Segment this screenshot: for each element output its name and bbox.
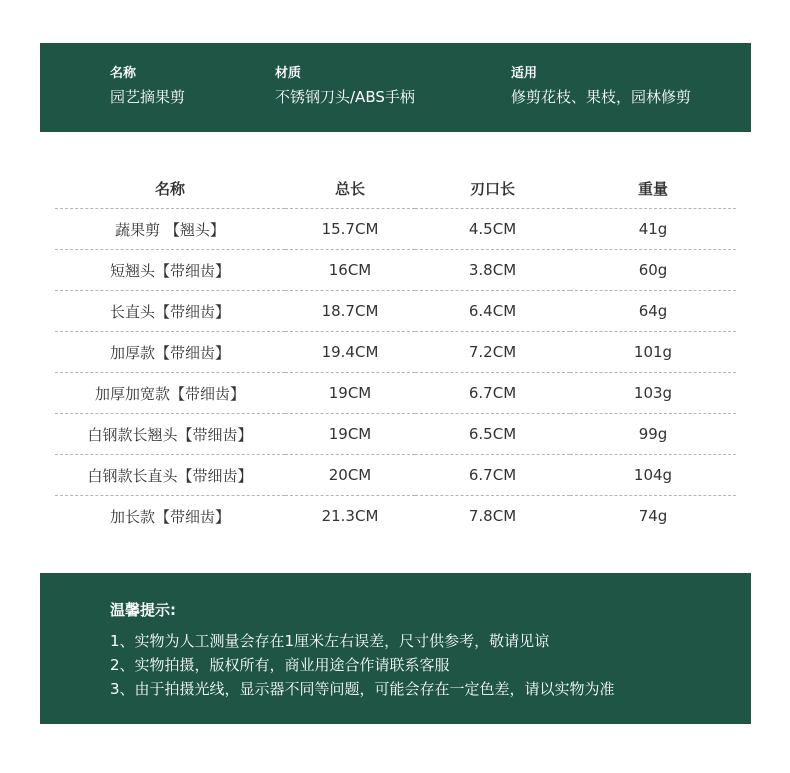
tips-list	[110, 629, 615, 701]
cell-weight: 74g	[638, 507, 668, 525]
cell-name: 加厚加宽款【带细齿】	[55, 373, 285, 414]
cell-blade-length: 6.7CM	[415, 373, 570, 414]
table-row	[55, 455, 736, 496]
table-row	[55, 496, 736, 537]
cell-blade-length: 6.7CM	[415, 455, 570, 496]
spec-usage-value: 修剪花枝、果枝，园林修剪	[511, 88, 692, 106]
cell-name: 短翘头【带细齿】	[55, 250, 285, 291]
cell-weight: 103g	[570, 373, 736, 414]
cell-weight: 99g	[570, 414, 736, 455]
col-header-weight: 重量	[570, 168, 736, 209]
cell-total-length: 19CM	[285, 414, 415, 455]
cell-total-length: 16CM	[285, 250, 415, 291]
size-table	[55, 168, 736, 536]
spec-name	[110, 65, 185, 107]
product-info-band	[40, 43, 751, 132]
cell-total-length: 19.4CM	[285, 332, 415, 373]
spec-material	[275, 65, 415, 107]
spec-name-value: 园艺摘果剪	[110, 88, 186, 106]
cell-blade-length: 6.5CM	[415, 414, 570, 455]
cell-weight: 104g	[570, 455, 736, 496]
tip-item: 3、由于拍摄光线，显示器不同等问题，可能会存在一定色差，请以实物为准	[110, 680, 615, 698]
cell-weight: 41g	[570, 209, 736, 250]
cell-total-length: 18.7CM	[285, 291, 415, 332]
table-row	[55, 373, 736, 414]
cell-blade-length: 6.4CM	[415, 291, 570, 332]
tips-band	[40, 573, 751, 724]
cell-name: 白钢款长翘头【带细齿】	[55, 414, 285, 455]
table-row	[55, 209, 736, 250]
cell-name: 长直头【带细齿】	[55, 291, 285, 332]
tip-item: 2、实物拍摄，版权所有，商业用途合作请联系客服	[110, 656, 450, 674]
col-header-total-length: 总长	[285, 168, 415, 209]
spec-usage-label: 适用	[511, 66, 538, 81]
spec-material-label: 材质	[275, 66, 302, 81]
table-row	[55, 414, 736, 455]
table-row	[55, 250, 736, 291]
cell-name: 加长款【带细齿】	[109, 507, 230, 526]
cell-name: 蔬果剪 【翘头】	[55, 209, 285, 250]
spec-material-value: 不锈钢刀头/ABS手柄	[275, 88, 415, 106]
col-header-name: 名称	[55, 168, 285, 209]
tip-item: 1、实物为人工测量会存在1厘米左右误差，尺寸供参考，敬请见谅	[110, 632, 550, 650]
cell-blade-length: 7.8CM	[468, 507, 517, 525]
spec-name-label: 名称	[110, 66, 137, 81]
cell-total-length: 15.7CM	[285, 209, 415, 250]
cell-blade-length: 4.5CM	[415, 209, 570, 250]
cell-weight: 101g	[570, 332, 736, 373]
cell-total-length: 19CM	[285, 373, 415, 414]
table-row	[55, 332, 736, 373]
cell-blade-length: 7.2CM	[415, 332, 570, 373]
cell-name: 白钢款长直头【带细齿】	[55, 455, 285, 496]
cell-blade-length: 3.8CM	[415, 250, 570, 291]
cell-weight: 60g	[570, 250, 736, 291]
table-header-row	[55, 168, 736, 209]
cell-weight: 64g	[570, 291, 736, 332]
tips-title: 温馨提示:	[110, 601, 176, 619]
col-header-blade-length: 刃口长	[415, 168, 570, 209]
cell-total-length: 20CM	[285, 455, 415, 496]
cell-name: 加厚款【带细齿】	[55, 332, 285, 373]
spec-usage	[511, 65, 691, 107]
table-row	[55, 291, 736, 332]
cell-total-length: 21.3CM	[321, 507, 379, 525]
